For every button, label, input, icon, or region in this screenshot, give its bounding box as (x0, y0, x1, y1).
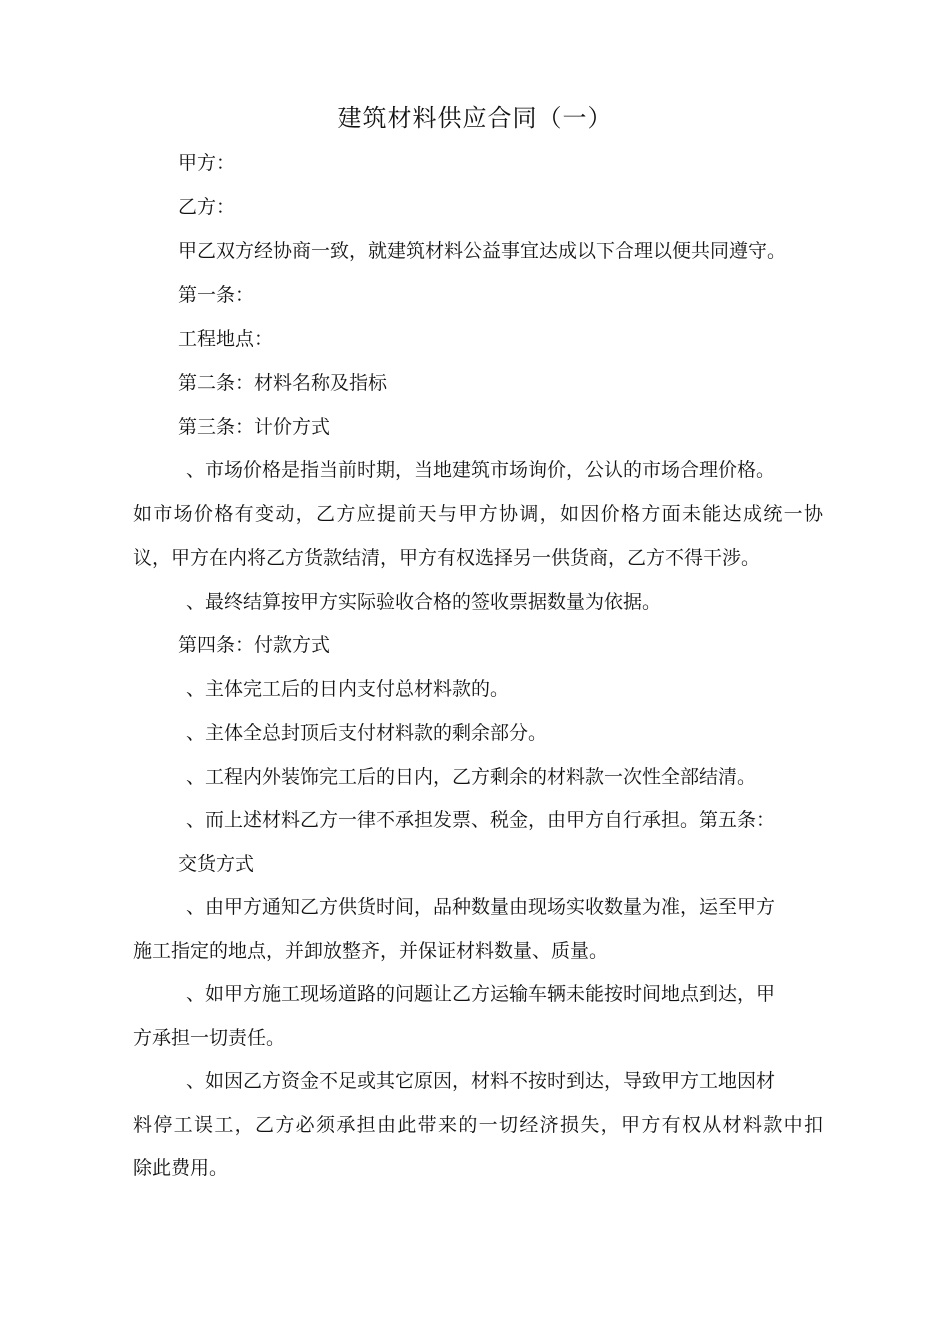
article-1-heading: 第一条： (178, 284, 255, 306)
paragraph-line: 、如因乙方资金不足或其它原因，材料不按时到达，导致甲方工地因材 (186, 1070, 776, 1092)
paragraph-line: 、工程内外装饰完工后的日内，乙方剩余的材料款一次性全部结清。 (186, 766, 757, 788)
paragraph-line: 、主体完工后的日内支付总材料款的。 (186, 678, 510, 700)
article-3-heading: 第三条：计价方式 (178, 416, 331, 438)
paragraph-line: 施工指定的地点，并卸放整齐，并保证材料数量、质量。 (133, 940, 609, 962)
site-location-line: 工程地点： (178, 328, 274, 350)
paragraph-line: 、由甲方通知乙方供货时间，品种数量由现场实收数量为准，运至甲方 (186, 896, 776, 918)
paragraph-line: 如市场价格有变动，乙方应提前天与甲方协调，如因价格方面未能达成统一协 (133, 503, 823, 525)
preamble-line: 甲乙双方经协商一致，就建筑材料公益事宜达成以下合理以便共同遵守。 (178, 240, 787, 262)
paragraph-line: 、而上述材料乙方一律不承担发票、税金，由甲方自行承担。第五条： (186, 809, 776, 831)
paragraph-line: 、主体全总封顶后支付材料款的剩余部分。 (186, 722, 548, 744)
paragraph-line: 、市场价格是指当前时期，当地建筑市场询价，公认的市场合理价格。 (186, 459, 776, 481)
article-2-heading: 第二条：材料名称及指标 (178, 372, 388, 394)
paragraph-line: 、如甲方施工现场道路的问题让乙方运输车辆未能按时间地点到达，甲 (186, 983, 776, 1005)
article-5-heading: 交货方式 (178, 853, 255, 875)
party-b-line: 乙方： (178, 196, 236, 218)
paragraph-line: 议，甲方在内将乙方货款结清，甲方有权选择另一供货商，乙方不得干涉。 (133, 547, 761, 569)
paragraph-line: 料停工误工，乙方必须承担由此带来的一切经济损失，甲方有权从材料款中扣 (133, 1114, 823, 1136)
page-title: 建筑材料供应合同（一） (337, 104, 613, 132)
paragraph-line: 除此费用。 (133, 1157, 229, 1179)
article-4-heading: 第四条：付款方式 (178, 634, 331, 656)
party-a-line: 甲方： (178, 152, 236, 174)
paragraph-line: 、最终结算按甲方实际验收合格的签收票据数量为依据。 (186, 591, 662, 613)
paragraph-line: 方承担一切责任。 (133, 1027, 286, 1049)
